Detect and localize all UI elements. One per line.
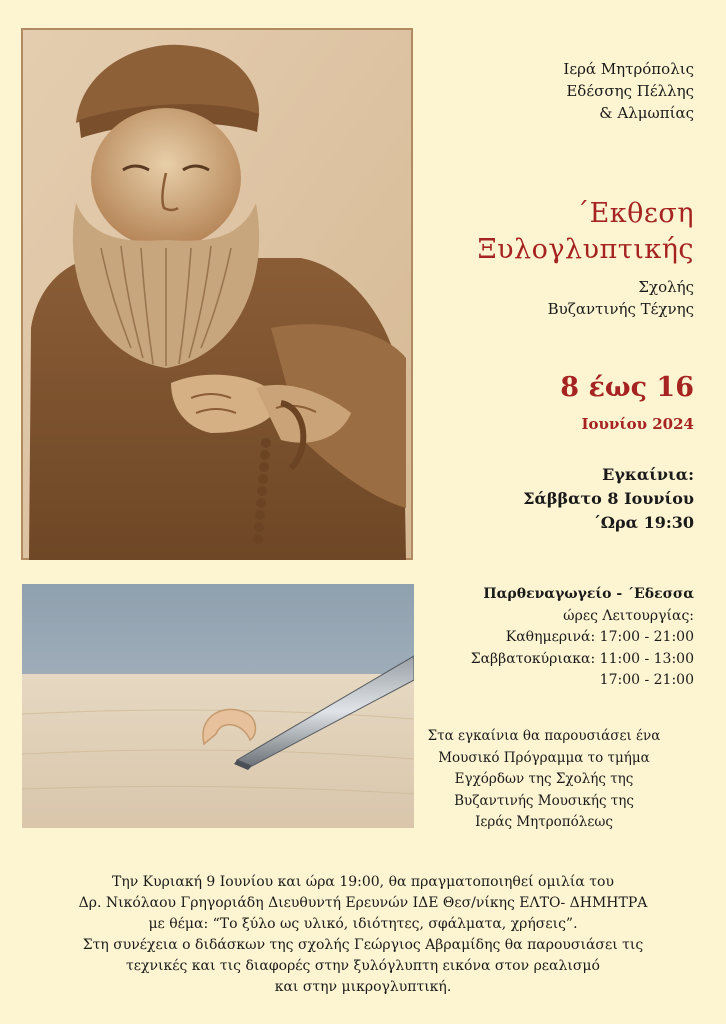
hours-label: ώρες Λειτουργίας: bbox=[563, 607, 694, 624]
venue-block bbox=[394, 584, 694, 692]
opening-day: Σάββατο 8 Ιουνίου bbox=[523, 489, 694, 508]
lecture-line: Την Κυριακή 9 Ιουνίου και ώρα 19:00, θα πραγματοποιηθεί ομιλία του bbox=[112, 874, 614, 890]
organizer-line: Ιερά Μητρόπολις bbox=[563, 60, 694, 78]
music-line: Μουσικό Πρόγραμμα το τμήμα bbox=[438, 749, 650, 766]
lecture-line: και στην μικρογλυπτική. bbox=[274, 979, 452, 995]
title-line: ΄Εκθεση bbox=[575, 198, 694, 229]
chisel-carving-photo bbox=[22, 584, 414, 828]
music-line: Βυζαντινής Μουσικής της bbox=[454, 792, 634, 809]
lecture-line: τεχνικές και τις διαφορές στην ξυλόγλυπτη εικόνα στον ρεαλισμό bbox=[126, 958, 600, 974]
lecture-line: Στη συνέχεια ο διδάσκων της σχολής Γεώργιος Αβραμίδης θα παρουσιάσει τις bbox=[82, 937, 644, 953]
music-line: Στα εγκαίνια θα παρουσιάσει ένα bbox=[427, 728, 661, 744]
school-line: Βυζαντινής Τέχνης bbox=[547, 300, 694, 318]
lecture-line: με θέμα: “Το ξύλο ως υλικό, ιδιότητες, σφάλματα, χρήσεις”. bbox=[148, 916, 578, 932]
lecture-line: Δρ. Νικόλαου Γρηγοριάδη Διευθυντή Ερευνών ΙΔΕ Θεσ/νίκης ΕΛΤΟ- ΔΗΜΗΤΡΑ bbox=[78, 895, 648, 911]
hours-weekdays: Καθημερινά: 17:00 - 21:00 bbox=[505, 629, 694, 645]
venue-name: Παρθεναγωγείο - ΄Εδεσσα bbox=[483, 586, 694, 602]
school-line: Σχολής bbox=[638, 278, 694, 296]
hours-weekends-evening: 17:00 - 21:00 bbox=[599, 672, 694, 688]
music-line: Ιεράς Μητροπόλεως bbox=[475, 814, 613, 830]
organizer-block bbox=[414, 58, 694, 124]
opening-label: Εγκαίνια: bbox=[602, 465, 694, 484]
organizer-line: Εδέσσης Πέλλης bbox=[566, 82, 694, 100]
title-line: Ξυλογλυπτικής bbox=[477, 234, 694, 265]
lecture-paragraph bbox=[0, 872, 726, 998]
wood-carving-image bbox=[21, 28, 413, 560]
opening-time: ΄Ωρα 19:30 bbox=[592, 513, 694, 532]
date-month-year: Ιουνίου 2024 bbox=[581, 415, 694, 433]
exhibition-title bbox=[404, 196, 694, 268]
opening-block bbox=[414, 463, 694, 535]
music-program-text bbox=[394, 726, 694, 834]
school-name bbox=[414, 276, 694, 320]
hours-weekends: Σαββατοκύριακα: 11:00 - 13:00 bbox=[470, 650, 694, 667]
organizer-line: & Αλμωπίας bbox=[599, 104, 694, 122]
date-range: 8 έως 16 bbox=[560, 372, 694, 403]
music-line: Εγχόρδων της Σχολής της bbox=[454, 771, 634, 787]
